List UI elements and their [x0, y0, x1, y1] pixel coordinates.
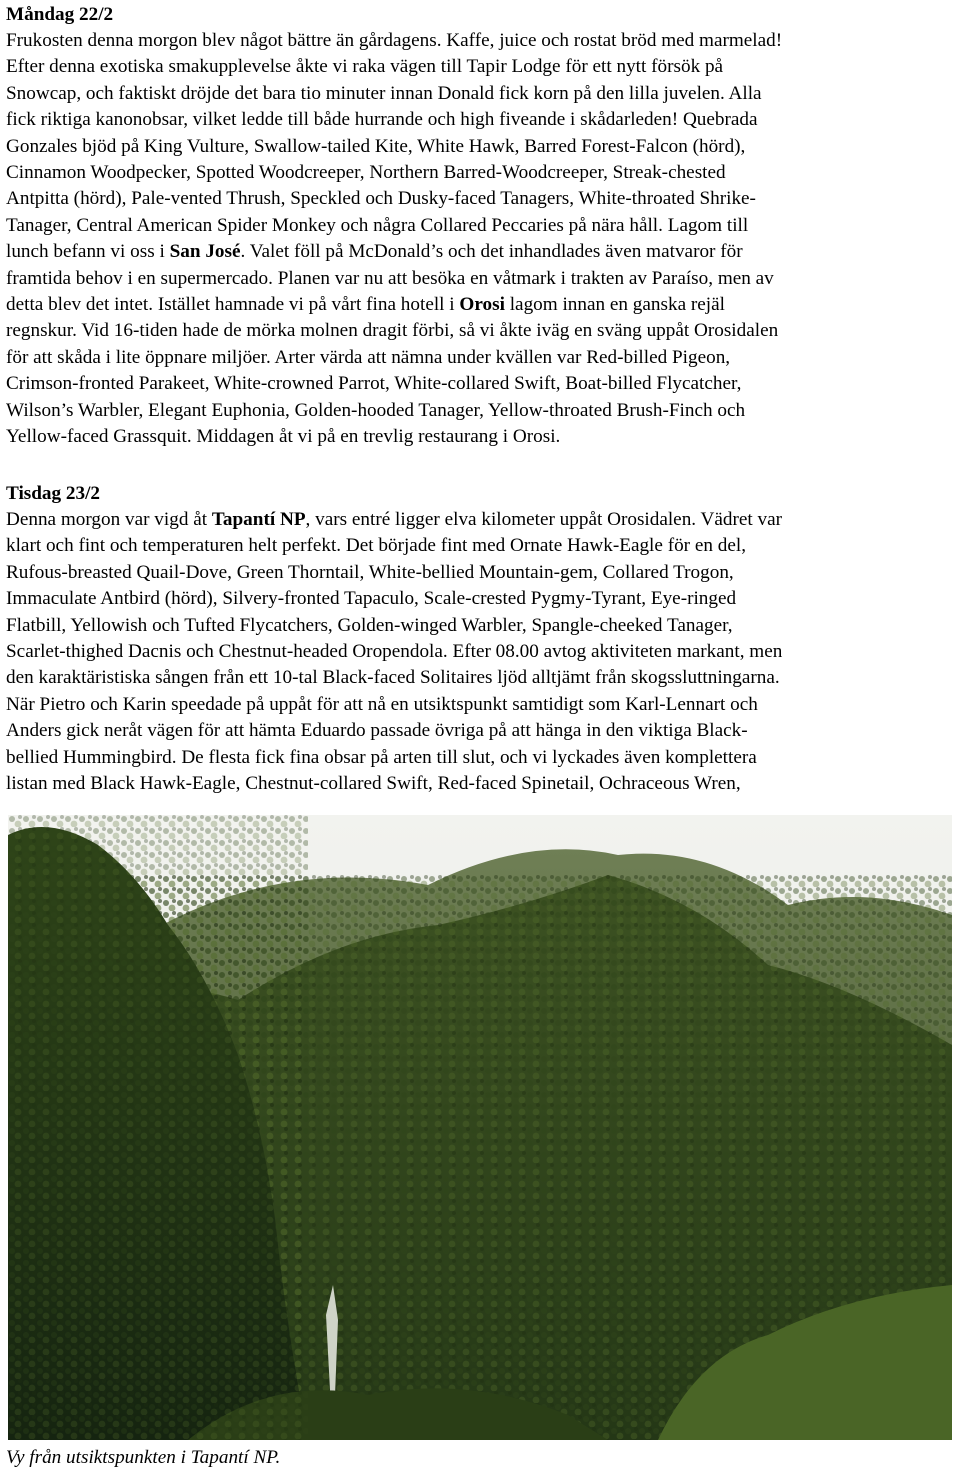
text-segment: för att skåda i lite öppnare miljöer. Arter värda att nämna under kvällen var Red-billed Pigeon,: [6, 346, 731, 368]
text-segment: Immaculate Antbird (hörd), Silvery-fronted Tapaculo, Scale-crested Pygmy-Tyrant, Eye-ringed: [6, 588, 737, 610]
text-line: [6, 28, 946, 54]
text-segment: detta blev det intet. Istället hamnade vi på vårt fina hotell i: [6, 294, 460, 316]
text-segment: lunch befann vi oss i: [6, 241, 170, 263]
text-line: [6, 266, 946, 292]
text-line: [6, 507, 946, 533]
text-line: [6, 134, 946, 160]
text-segment: Flatbill, Yellowish och Tufted Flycatchers, Golden-winged Warbler, Spangle-cheeked Tanager,: [6, 614, 733, 636]
text-segment: Scarlet-thighed Dacnis och Chestnut-headed Oropendola. Efter 08.00 avtog aktiviteten markant, men: [6, 641, 783, 663]
text-line: [6, 107, 946, 133]
text-line: [6, 692, 946, 718]
text-line: [6, 639, 946, 665]
text-line: [6, 398, 946, 424]
text-segment: regnskur. Vid 16-tiden hade de mörka molnen dragit förbi, så vi åkte iväg en sväng uppåt Orosidalen: [6, 320, 779, 342]
day1-paragraph: [6, 28, 946, 451]
text-line: [6, 771, 946, 797]
bold-place-name: Tapantí NP: [211, 509, 306, 530]
text-segment: Gonzales bjöd på King Vulture, Swallow-tailed Kite, White Hawk, Barred Forest-Falcon (hörd),: [6, 135, 746, 157]
text-line: [6, 186, 946, 212]
text-segment: klart och fint och temperaturen helt perfekt. Det började fint med Ornate Hawk-Eagle för en del,: [6, 535, 747, 557]
text-segment: Crimson-fronted Parakeet, White-crowned Parrot, White-collared Swift, Boat-billed Flycatcher,: [6, 373, 742, 395]
day1-heading: Måndag 22/2: [6, 4, 114, 25]
text-segment: Yellow-faced Grassquit. Middagen åt vi på en trevlig restaurang i Orosi.: [6, 426, 561, 448]
text-segment: fick riktiga kanonobsar, vilket ledde till både hurrande och high fiveande i skådarleden! Quebrada: [6, 109, 758, 131]
landscape-photo: [8, 815, 952, 1440]
day2-heading: Tisdag 23/2: [6, 483, 101, 504]
text-line: [6, 371, 946, 397]
text-line: [6, 718, 946, 744]
bold-place-name: San José: [169, 241, 241, 263]
text-line: [6, 745, 946, 771]
text-line: [6, 613, 946, 639]
text-segment: Frukosten denna morgon blev något bättre än gårdagens. Kaffe, juice och rostat bröd med marmelad!: [6, 30, 783, 51]
text-line: [6, 54, 946, 80]
text-line: [6, 345, 946, 371]
text-segment: Snowcap, och faktiskt dröjde det bara tio minuter innan Donald fick korn på den lilla juvelen. Alla: [6, 82, 762, 104]
text-segment: Cinnamon Woodpecker, Spotted Woodcreeper, Northern Barred-Woodcreeper, Streak-chested: [6, 162, 726, 184]
text-segment: listan med Black Hawk-Eagle, Chestnut-collared Swift, Red-faced Spinetail, Ochraceous Wren,: [6, 773, 741, 795]
text-line: [6, 665, 946, 691]
text-line: [6, 560, 946, 586]
text-segment: Anders gick neråt vägen för att hämta Eduardo passade övriga på att hänga in den viktiga Black-: [6, 720, 748, 742]
text-line: [6, 213, 946, 239]
text-line: [6, 239, 946, 265]
text-segment: den karaktäristiska sången från ett 10-tal Black-faced Solitaires ljöd alltjämt från skogssluttningarna.: [6, 667, 780, 689]
text-line: [6, 424, 946, 450]
text-line: [6, 160, 946, 186]
day2-paragraph: [6, 507, 946, 797]
text-line: [6, 533, 946, 559]
text-segment: , vars entré ligger elva kilometer uppåt Orosidalen. Vädret var: [305, 509, 783, 530]
text-segment: framtida behov i en supermercado. Planen var nu att besöka en våtmark i trakten av Paraíso, men av: [6, 267, 774, 289]
text-segment: . Valet föll på McDonald’s och det inhandlades även matvaror för: [240, 241, 743, 263]
text-line: [6, 318, 946, 344]
text-segment: Tanager, Central American Spider Monkey och några Collared Peccaries på nära håll. Lagom till: [6, 214, 749, 236]
text-line: [6, 81, 946, 107]
text-segment: Efter denna exotiska smakupplevelse åkte vi raka vägen till Tapir Lodge för ett nytt försök på: [6, 56, 724, 78]
text-segment: bellied Hummingbird. De flesta fick fina obsar på arten till slut, och vi lyckades även komplettera: [6, 746, 757, 768]
text-segment: Antpitta (hörd), Pale-vented Thrush, Speckled och Dusky-faced Tanagers, White-throated Shrike-: [6, 188, 756, 210]
text-line: [6, 586, 946, 612]
text-segment: När Pietro och Karin speedade på uppåt för att nå en utsiktspunkt samtidigt som Karl-Lennart och: [6, 693, 758, 715]
photo-caption: Vy från utsiktspunkten i Tapantí NP.: [6, 1447, 281, 1468]
text-segment: Denna morgon var vigd åt: [6, 509, 212, 530]
bold-place-name: Orosi: [459, 294, 505, 316]
text-segment: Rufous-breasted Quail-Dove, Green Thorntail, White-bellied Mountain-gem, Collared Trogon,: [6, 561, 734, 583]
text-segment: lagom innan en ganska rejäl: [504, 294, 725, 316]
text-segment: Wilson’s Warbler, Elegant Euphonia, Golden-hooded Tanager, Yellow-throated Brush-Finch och: [6, 399, 746, 421]
text-line: [6, 292, 946, 318]
